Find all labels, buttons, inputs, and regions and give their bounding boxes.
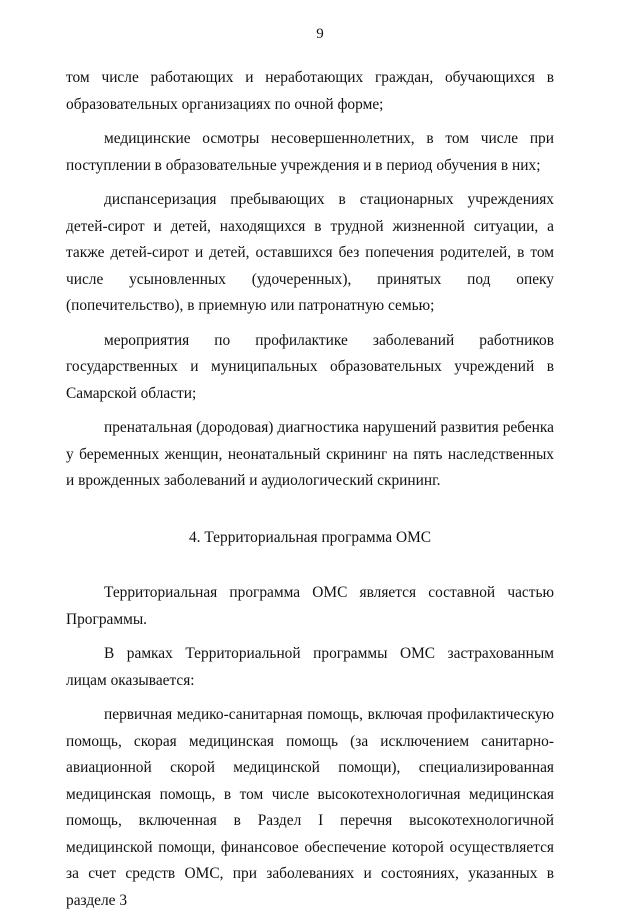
paragraph-primary-care: первичная медико-санитарная помощь, включая профилактическую помощь, скорая медицинская помощь (за исключением санитарно-авиационной скорой медицинской помощи), специализированная медицинская помощь, в том числе высокотехнологичная медицинская помощь, включенная в Раздел I перечня высокотехнологичной медицинской помощи, финансовое обеспечение которой осуществляется за счет средств ОМС, при заболеваниях и состояниях, указанных в разделе 3: [66, 706, 554, 909]
paragraph-insured-persons: В рамках Территориальной программы ОМС застрахованным лицам оказывается:: [66, 645, 554, 689]
section-heading: 4. Территориальная программа ОМС: [188, 528, 432, 546]
paragraph-continuation: том числе работающих и неработающих граждан, обучающихся в образовательных организациях по очной форме;: [66, 69, 554, 113]
paragraph-program-part: Территориальная программа ОМС является составной частью Программы.: [66, 584, 554, 628]
paragraph-dispensarization: диспансеризация пребывающих в стационарных учреждениях детей-сирот и детей, находящихся в трудной жизненной ситуации, а также детей-сирот и детей, оставшихся без попечения родителей, в том числе усыновленных (удочеренных), принятых под опеку (попечительство), в приемную или патронатную семью;: [66, 191, 554, 314]
paragraph-medical-examinations: медицинские осмотры несовершеннолетних, в том числе при поступлении в образовательные учреждения и в период обучения в них;: [66, 130, 554, 174]
document-body: [66, 65, 554, 914]
paragraph-prenatal-diagnostics: пренатальная (дородовая) диагностика нарушений развития ребенка у беременных женщин, неонатальный скрининг на пять наследственных и врожденных заболеваний и аудиологический скрининг.: [66, 419, 554, 489]
page-number: 9: [316, 26, 324, 42]
paragraph-prevention-measures: мероприятия по профилактике заболеваний работников государственных и муниципальных образовательных учреждений в Самарской области;: [66, 331, 554, 402]
